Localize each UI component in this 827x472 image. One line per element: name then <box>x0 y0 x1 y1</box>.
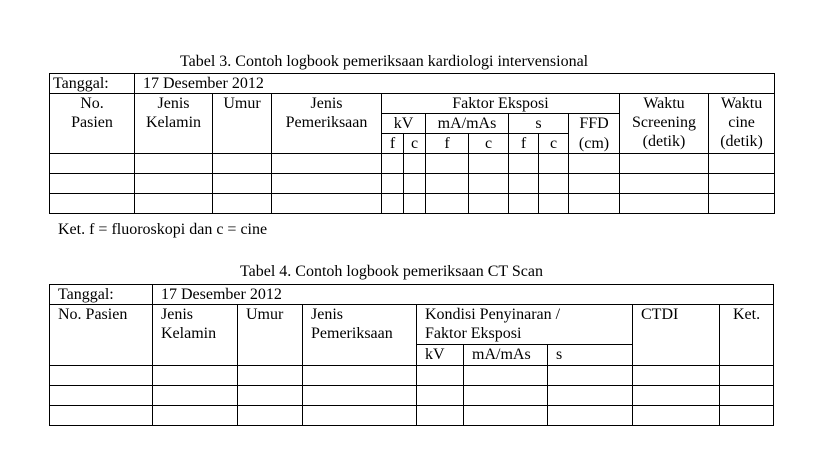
table3-header-ma-f: f <box>426 134 469 154</box>
table4-header-ma-mas: mA/mAs <box>464 345 548 366</box>
table3-header-s: s <box>509 114 569 134</box>
table-cell <box>720 406 774 426</box>
table4-header-kv: kV <box>417 345 464 366</box>
table3-note: Ket. f = fluoroskopi dan c = cine <box>58 221 268 238</box>
table3-header-s-f: f <box>509 134 539 154</box>
table4-header-umur: Umur <box>238 305 303 366</box>
table3-header-ffd-unit: (cm) <box>569 134 620 154</box>
table3-header-jenis-pemeriksaan: Jenis Pemeriksaan <box>272 94 382 154</box>
table-cell <box>50 366 153 386</box>
table-row <box>50 154 775 174</box>
table-cell <box>213 194 272 214</box>
table-cell <box>153 366 238 386</box>
table-cell <box>469 174 509 194</box>
table3-header-kv-f: f <box>382 134 404 154</box>
table-cell <box>238 386 303 406</box>
table-cell <box>417 366 464 386</box>
table-cell <box>620 154 709 174</box>
table-cell <box>426 154 469 174</box>
table-cell <box>135 174 213 194</box>
table-cell <box>709 194 775 214</box>
table-row <box>50 386 774 406</box>
table-cell <box>382 194 404 214</box>
table4-header-jenis-pemeriksaan: Jenis Pemeriksaan <box>303 305 417 366</box>
table-cell <box>213 154 272 174</box>
table-cell <box>382 154 404 174</box>
table-row <box>50 174 775 194</box>
table-cell <box>50 386 153 406</box>
table-cell <box>404 174 426 194</box>
table-cell <box>50 406 153 426</box>
table-cell <box>303 406 417 426</box>
table3-header-ma-c: c <box>469 134 509 154</box>
table-cell <box>153 406 238 426</box>
table3-header-waktu-screening: Waktu Screening (detik) <box>620 94 709 154</box>
table-cell <box>404 154 426 174</box>
table4-date-label: Tanggal: <box>50 285 153 305</box>
table-cell <box>509 174 539 194</box>
table-cell <box>417 406 464 426</box>
table-cell <box>569 154 620 174</box>
table4-header-no-pasien: No. Pasien <box>50 305 153 366</box>
table4-header-ctdi: CTDI <box>633 305 720 366</box>
table3-header-umur: Umur <box>213 94 272 154</box>
table3-logbook-kardiologi <box>49 73 775 214</box>
table-cell <box>509 194 539 214</box>
table-row <box>50 366 774 386</box>
table-cell <box>539 154 569 174</box>
table-cell <box>417 386 464 406</box>
table-cell <box>464 366 548 386</box>
table-cell <box>569 194 620 214</box>
table3-header-ma-mas: mA/mAs <box>426 114 509 134</box>
table-cell <box>272 174 382 194</box>
table-cell <box>135 194 213 214</box>
table-cell <box>238 366 303 386</box>
table4-header-kondisi-penyinaran: Kondisi Penyinaran / Faktor Eksposi <box>417 305 633 345</box>
table-cell <box>548 386 633 406</box>
table3-header-jenis-kelamin: Jenis Kelamin <box>135 94 213 154</box>
table4-header-s: s <box>548 345 633 366</box>
table-cell <box>509 154 539 174</box>
table-cell <box>720 366 774 386</box>
table-row <box>50 194 775 214</box>
table3-header-kv-c: c <box>404 134 426 154</box>
table3-caption: Tabel 3. Contoh logbook pemeriksaan kardiologi intervensional <box>180 53 589 70</box>
table-cell <box>548 366 633 386</box>
table-cell <box>213 174 272 194</box>
table3-header-waktu-cine: Waktu cine (detik) <box>709 94 775 154</box>
table-cell <box>548 406 633 426</box>
table-cell <box>303 386 417 406</box>
table-cell <box>238 406 303 426</box>
table-cell <box>633 406 720 426</box>
table-row <box>50 406 774 426</box>
table3-header-faktor-eksposi: Faktor Eksposi <box>382 94 620 114</box>
table3-date-value: 17 Desember 2012 <box>135 74 775 94</box>
table-cell <box>426 194 469 214</box>
table-cell <box>303 366 417 386</box>
table-cell <box>539 194 569 214</box>
table-cell <box>135 154 213 174</box>
table4-header-ket: Ket. <box>720 305 774 366</box>
table-cell <box>50 174 135 194</box>
table4-header-jenis-kelamin: Jenis Kelamin <box>153 305 238 366</box>
table-cell <box>633 366 720 386</box>
table-cell <box>382 174 404 194</box>
table-cell <box>633 386 720 406</box>
table-cell <box>620 194 709 214</box>
table3-header-s-c: c <box>539 134 569 154</box>
table3-header-ffd: FFD <box>569 114 620 134</box>
table-cell <box>709 174 775 194</box>
table-cell <box>620 174 709 194</box>
table3-date-label: Tanggal: <box>50 74 135 94</box>
table-cell <box>469 194 509 214</box>
table-cell <box>50 154 135 174</box>
table4-logbook-ct-scan <box>49 284 774 426</box>
table4-caption: Tabel 4. Contoh logbook pemeriksaan CT Scan <box>240 263 543 280</box>
table3-header-kv: kV <box>382 114 426 134</box>
table-cell <box>426 174 469 194</box>
table-cell <box>569 174 620 194</box>
table-cell <box>469 154 509 174</box>
table3-header-no-pasien: No. Pasien <box>50 94 135 154</box>
table-cell <box>272 194 382 214</box>
table-cell <box>464 406 548 426</box>
table-cell <box>404 194 426 214</box>
table4-date-value: 17 Desember 2012 <box>153 285 774 305</box>
table-cell <box>539 174 569 194</box>
table-cell <box>50 194 135 214</box>
table-cell <box>720 386 774 406</box>
table-cell <box>272 154 382 174</box>
table-cell <box>709 154 775 174</box>
table-cell <box>153 386 238 406</box>
table-cell <box>464 386 548 406</box>
